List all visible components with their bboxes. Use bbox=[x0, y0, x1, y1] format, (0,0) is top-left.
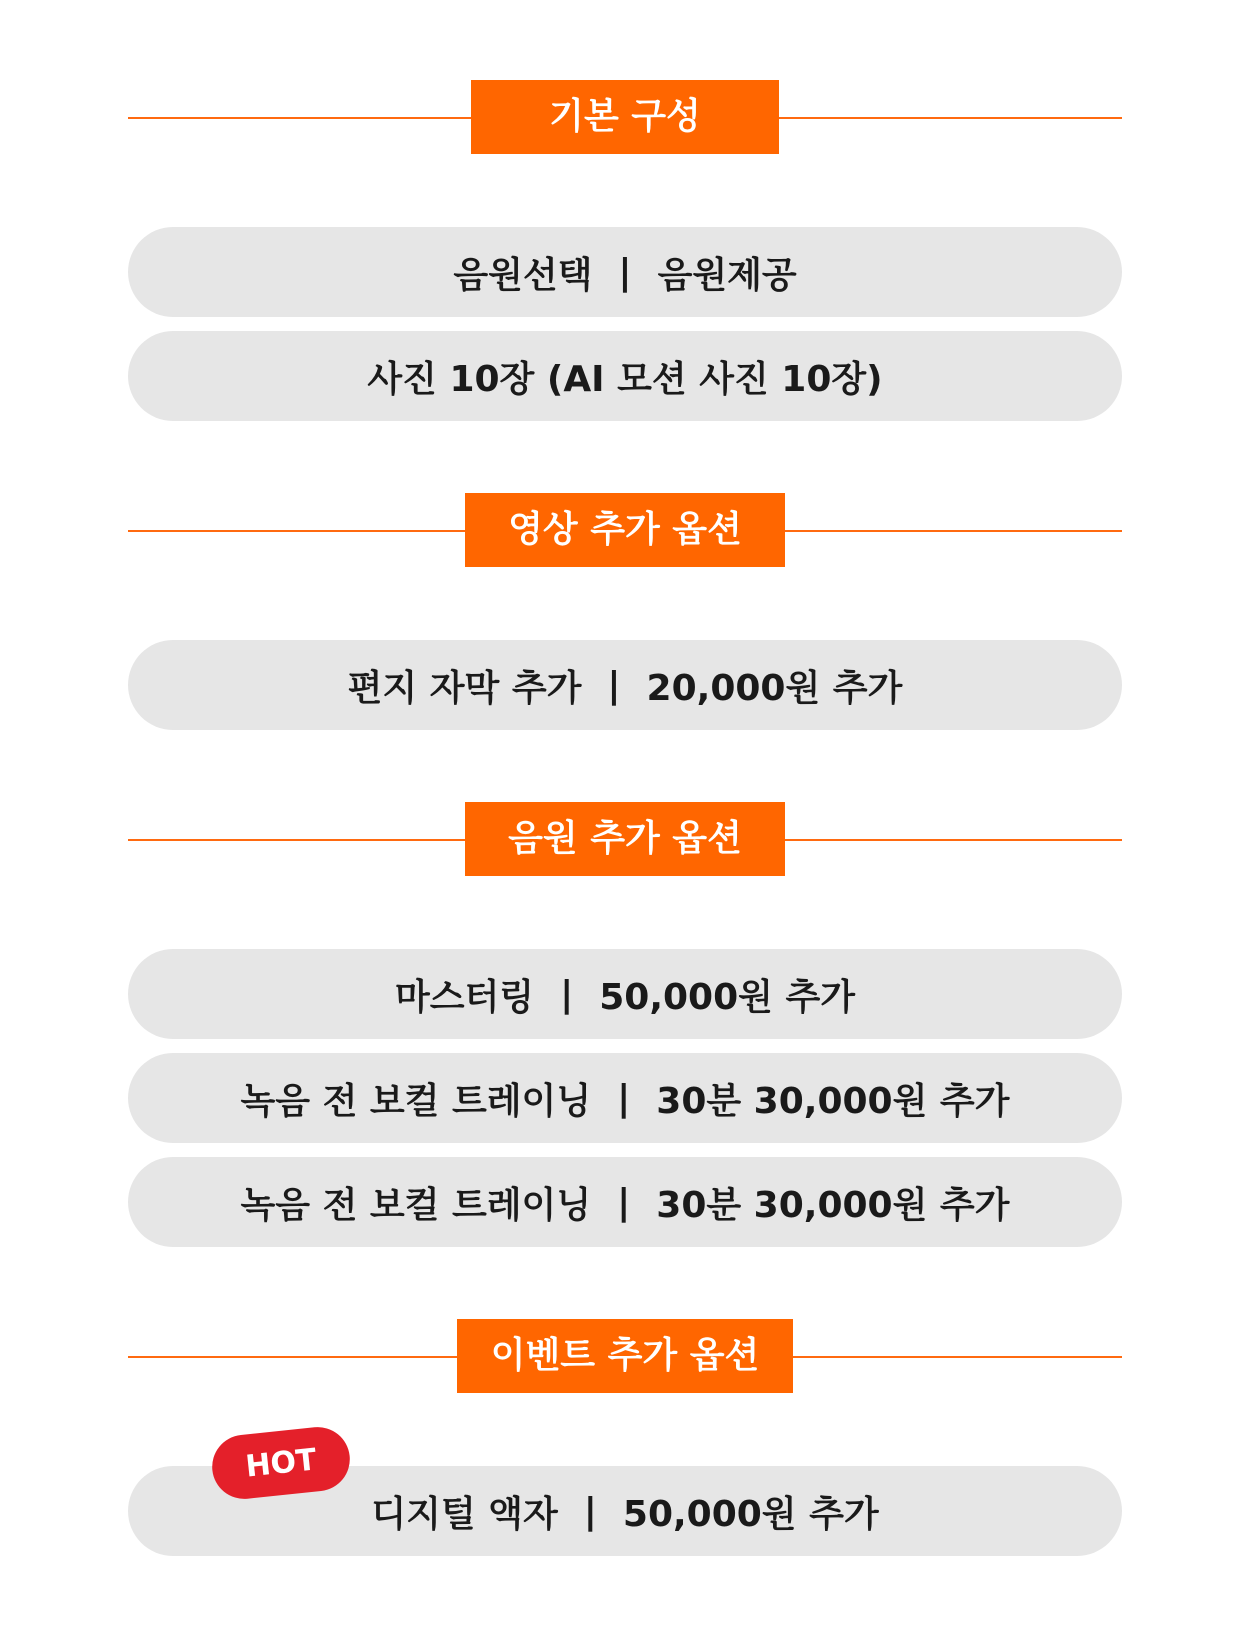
option-label: 녹음 전 보컬 트레이닝 bbox=[240, 1184, 592, 1226]
option-row bbox=[128, 227, 1122, 317]
option-value: 50,000원 추가 bbox=[599, 976, 856, 1018]
option-label: 음원선택 bbox=[453, 254, 593, 296]
option-label: 녹음 전 보컬 트레이닝 bbox=[240, 1080, 592, 1122]
option-label: 마스터링 bbox=[394, 976, 535, 1018]
option-row bbox=[128, 331, 1122, 421]
option-separator: | bbox=[583, 1490, 597, 1532]
option-value: 30분 30,000원 추가 bbox=[656, 1080, 1010, 1122]
option-separator: | bbox=[617, 1181, 631, 1223]
hot-badge: HOT bbox=[209, 1424, 353, 1502]
option-separator: | bbox=[618, 251, 632, 293]
option-row bbox=[128, 949, 1122, 1039]
option-value: 음원제공 bbox=[657, 254, 797, 296]
section-title: 음원 추가 옵션 bbox=[465, 802, 785, 876]
option-label: 디지털 액자 bbox=[371, 1493, 558, 1535]
option-row bbox=[128, 1053, 1122, 1143]
option-value: 20,000원 추가 bbox=[646, 667, 903, 709]
option-separator: | bbox=[560, 973, 574, 1015]
option-separator: | bbox=[617, 1077, 631, 1119]
section-title: 이벤트 추가 옵션 bbox=[457, 1319, 793, 1393]
option-value: 50,000원 추가 bbox=[622, 1493, 879, 1535]
section-header-event bbox=[128, 1319, 1122, 1393]
option-value: 30분 30,000원 추가 bbox=[656, 1184, 1010, 1226]
option-label: 사진 10장 (AI 모션 사진 10장) bbox=[367, 358, 883, 400]
section-title: 기본 구성 bbox=[471, 80, 779, 154]
option-label: 편지 자막 추가 bbox=[347, 667, 582, 709]
option-row bbox=[128, 1157, 1122, 1247]
section-header-basic bbox=[128, 80, 1122, 154]
section-header-audio bbox=[128, 802, 1122, 876]
option-row bbox=[128, 640, 1122, 730]
section-header-video bbox=[128, 493, 1122, 567]
section-title: 영상 추가 옵션 bbox=[465, 493, 785, 567]
option-separator: | bbox=[607, 664, 621, 706]
